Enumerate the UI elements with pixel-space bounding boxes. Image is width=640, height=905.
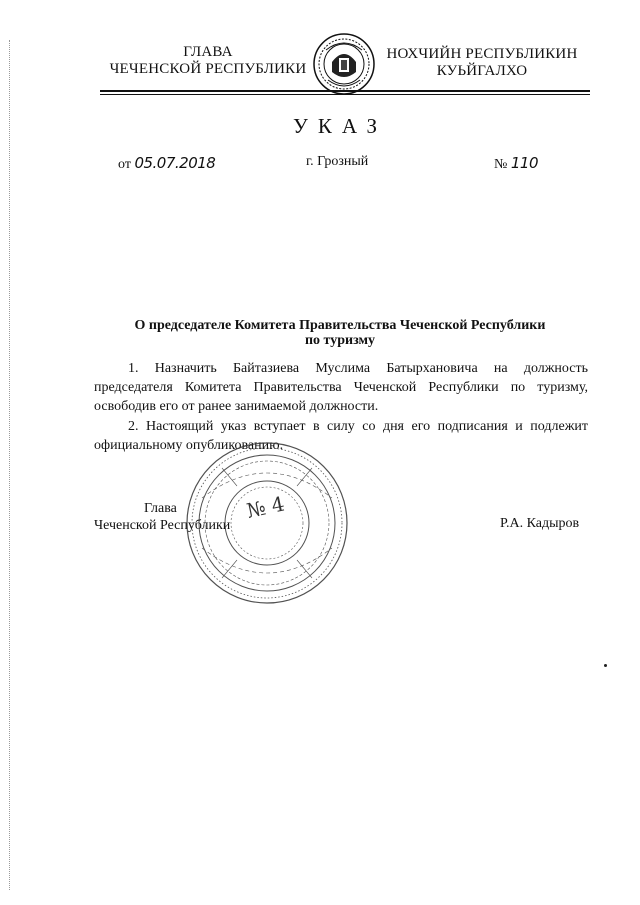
number-value: 110 — [510, 154, 538, 172]
signatory-name: Р.А. Кадыров — [500, 516, 580, 531]
header-right-line1: НОХЧИЙН РЕСПУБЛИКИН — [386, 46, 578, 62]
signatory-title-line1: Глава — [144, 501, 177, 516]
scan-speck — [604, 664, 607, 667]
seal-number: № 4 — [244, 491, 287, 523]
paragraph-1 — [94, 359, 588, 416]
scan-edge-line — [9, 40, 10, 890]
header-left — [108, 44, 308, 78]
header-right-line2: КУЬЙГАЛХО — [436, 63, 528, 79]
decree-number — [494, 154, 538, 173]
number-prefix: № — [494, 157, 508, 172]
decree-date — [118, 154, 215, 173]
decree-subject — [90, 318, 590, 348]
header-rule-thick — [100, 90, 590, 92]
header-left-line2: ЧЕЧЕНСКОЙ РЕСПУБЛИКИ — [109, 61, 307, 77]
header-left-line1: ГЛАВА — [183, 44, 233, 60]
paragraph-1-text: 1. Назначить Байтазиева Муслима Батырхановича на должность председателя Комитета Правительства Чеченской Республики по туризму, освободив его от ранее занимаемой должности. — [94, 361, 588, 414]
date-value: 05.07.2018 — [134, 154, 216, 172]
official-round-seal-icon — [182, 438, 352, 608]
header-rule-thin — [100, 94, 590, 95]
date-prefix: от — [118, 157, 131, 172]
decree-title: УКАЗ — [292, 114, 388, 138]
subject-line1: О председателе Комитета Правительства Чеченской Республики — [134, 318, 546, 333]
coat-of-arms-emblem-icon — [312, 32, 376, 96]
subject-line2: по туризму — [304, 333, 376, 348]
decree-city: г. Грозный — [306, 154, 369, 169]
paragraph-2-text: 2. Настоящий указ вступает в силу со дня его подписания и подлежит официальному опубликованию. — [94, 419, 588, 453]
header-right — [382, 46, 582, 80]
signatory-title-line2: Чеченской Республики — [94, 518, 231, 533]
